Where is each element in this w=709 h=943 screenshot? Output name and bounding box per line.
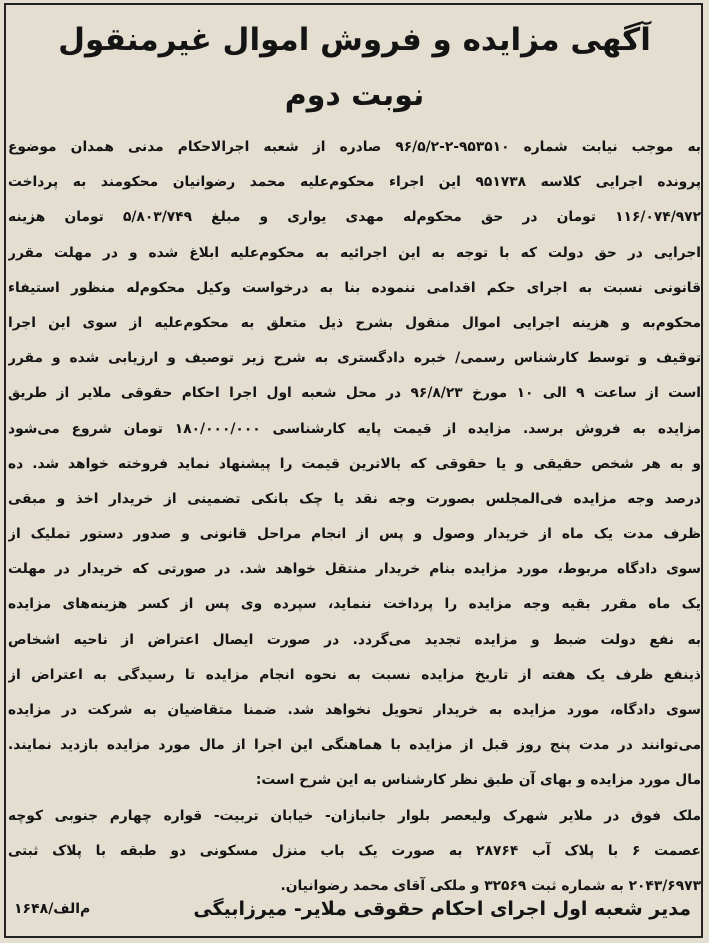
body-line: محکوم‌به و هزینه اجرایی اموال منقول بشرح ذیل متعلق به محکوم‌علیه از سوی این اجرا xyxy=(8,314,701,331)
body-line: و به هر شخص حقیقی و یا حقوقی که بالاترین قیمت را پیشنهاد نماید فروخته خواهد شد. ده xyxy=(8,455,701,472)
body-line: به موجب نیابت شماره ۹۵۳۵۱۰-۲-۹۶/۵/۲ صادره از شعبه اجرالاحکام مدنی همدان موضوع xyxy=(8,139,701,155)
body-line: ذینفع ظرف یک هفته از تاریخ مزایده نسبت به نحوه انجام مزایده تا رسیدگی به اعتراض از xyxy=(8,666,701,683)
body-line: ملک فوق در ملایر شهرک ولیعصر بلوار جانبازان- خیابان تربیت- قواره چهارم جنوبی کوچه xyxy=(8,807,701,824)
notice-footer xyxy=(14,889,691,929)
body-line: ۲۰۴۳/۶۹۷۳ به شماره ثبت ۳۲۵۶۹ و ملکی آقای محمد رضوانیان. xyxy=(280,877,701,894)
body-line: پرونده اجرایی کلاسه ۹۵۱۷۳۸ این اجراء محکوم‌علیه محمد رضوانیان محکومند به پرداخت xyxy=(8,174,701,191)
reference-number: م‌الف/۱۶۴۸ xyxy=(14,901,91,917)
body-line: است از ساعت ۹ الی ۱۰ مورخ ۹۶/۸/۲۳ در محل شعبه اول اجرا احکام حقوقی ملایر از طریق xyxy=(8,385,701,402)
body-line: سوی دادگاه مربوط، مورد مزایده بنام خریدار منتقل خواهد شد. در صورتی که خریدار در مهلت xyxy=(8,561,701,578)
notice-title: آگهی مزایده و فروش اموال غیرمنقول xyxy=(58,22,651,58)
body-line: ۱۱۶/۰۷۴/۹۷۲ تومان در حق محکوم‌له مهدی یواری و مبلغ ۵/۸۰۳/۷۴۹ تومان هزینه xyxy=(8,209,701,226)
body-line: قانونی نسبت به اجرای حکم اقدامی ننموده بنا به درخواست وکیل محکوم‌له منظور استیفاء xyxy=(8,279,701,296)
notice-subtitle: نوبت دوم xyxy=(284,78,425,113)
body-line: ظرف مدت یک ماه از خریدار وصول و پس از انجام مراحل قانونی و صدور دستور تملیک از xyxy=(8,526,701,543)
notice-body xyxy=(8,130,701,904)
body-line: به نفع دولت ضبط و مزایده تجدید می‌گردد. در صورت ایصال اعتراض از ناحیه اشخاص xyxy=(8,631,701,648)
body-line: درصد وجه مزایده فی‌المجلس بصورت وجه نقد یا چک بانکی تضمینی از خریدار اخذ و مبقی xyxy=(8,490,701,507)
body-line: یک ماه مقرر بقیه وجه مزایده را پرداخت ننماید، سپرده وی پس از کسر هزینه‌های مزایده xyxy=(8,596,701,613)
body-line: توقیف و توسط کارشناس رسمی/ خبره دادگستری به شرح زیر توصیف و ارزیابی شده و مقرر xyxy=(8,350,701,367)
signature: مدیر شعبه اول اجرای احکام حقوقی ملایر- میرزابیگی xyxy=(193,898,691,920)
body-line: می‌توانند در مدت پنج روز قبل از مزایده با هماهنگی این اجرا از مال مورد مزایده بازدید نمایند. xyxy=(8,737,701,754)
body-line: مزایده به فروش برسد. مزایده از قیمت پایه کارشناسی ۱۸۰/۰۰۰/۰۰۰ تومان شروع می‌شود xyxy=(8,420,701,437)
body-line: سوی دادگاه، مورد مزایده به خریدار تحویل نخواهد شد. ضمنا متقاضیان به شرکت در مزایده xyxy=(8,702,701,718)
body-line: اجرایی در حق دولت که با توجه به این اجرائیه به محکوم‌علیه ابلاغ شده و در مهلت مقرر xyxy=(8,244,701,261)
property-heading: مال مورد مزایده و بهای آن طبق نظر کارشناس به این شرح است: xyxy=(255,772,701,789)
body-line: عصمت ۶ با پلاک آب ۲۸۷۶۴ به صورت یک باب منزل مسکونی دو طبقه با پلاک ثبتی xyxy=(8,842,701,859)
